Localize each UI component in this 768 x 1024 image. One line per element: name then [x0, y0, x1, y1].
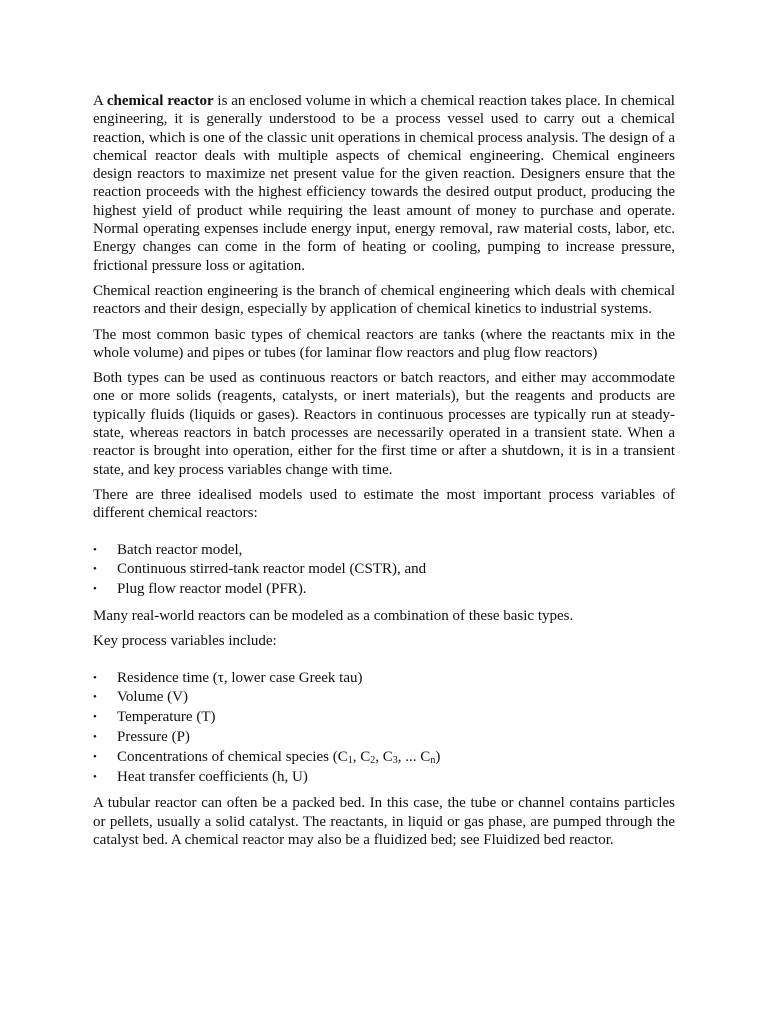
intro-lead: A — [93, 93, 107, 109]
list-item: • Volume (V) — [93, 688, 675, 708]
concentrations-text: Concentrations of chemical species ($C_1$, $C_2$, $C_3$, ... $C_n$) — [117, 748, 441, 766]
list-item: • Plug flow reactor model (PFR). — [93, 580, 675, 600]
models-intro-paragraph: There are three idealised models used to estimate the most important process variables of different chemical reactors: — [93, 486, 675, 522]
variables-intro-paragraph: Key process variables include: — [93, 633, 277, 650]
variables-list — [93, 669, 675, 788]
bullet-icon: • — [93, 711, 97, 724]
list-item: • Continuous stirred-tank reactor model (CSTR), and — [93, 560, 675, 580]
list-item: • Heat transfer coefficients (h, U) — [93, 768, 675, 788]
bullet-icon: • — [93, 671, 97, 684]
list-item: • Temperature (T) — [93, 708, 675, 728]
list-item: • Batch reactor model, — [93, 541, 675, 561]
bullet-icon: • — [93, 730, 97, 743]
intro-body: is an enclosed volume in which a chemical reaction takes place. In chemical engineering, it is generally understood to be a process vessel used to carry out a chemical reaction, which is one of the classic unit operations in chemical process analysis. The design of a chemical reactor deals with multiple aspects of chemical engineering. Chemical engineers design reactors to maximize net present value for the given reaction. Designers ensure that the reaction proceeds with the highest efficiency towards the desired output product, producing the highest yield of product while requiring the least amount of money to purchase and operate. Normal operating expenses include energy input, energy removal, raw material costs, labor, etc. Energy changes can come in the form of heating or cooling, pumping to increase pressure, frictional pressure loss or agitation. — [93, 93, 675, 274]
list-item — [93, 748, 675, 768]
intro-paragraph — [93, 92, 675, 275]
models-list — [93, 541, 675, 600]
bullet-icon: • — [93, 583, 97, 596]
engineering-paragraph: Chemical reaction engineering is the branch of chemical engineering which deals with chemical reactors and their design, especially by application of chemical kinetics to industrial systems. — [93, 282, 675, 318]
list-item: • Pressure (P) — [93, 728, 675, 748]
continuous-batch-paragraph: Both types can be used as continuous reactors or batch reactors, and either may accommodate one or more solids (reagents, catalysts, or inert materials), but the reagents and products are typically fluids (liquids or gases). Reactors in continuous processes are typically run at steady-state, whereas reactors in batch processes are necessarily operated in a transient state. When a reactor is brought into operation, either for the first time or after a shutdown, it is in a transient state, and key process variables change with time. — [93, 370, 675, 478]
bullet-icon: • — [93, 770, 97, 783]
bullet-icon: • — [93, 750, 97, 763]
defined-term: chemical reactor — [106, 93, 214, 109]
tubular-reactor-paragraph: A tubular reactor can often be a packed bed. In this case, the tube or channel contains particles or pellets, usually a solid catalyst. The reactants, in liquid or gas phase, are pumped through the catalyst bed. A chemical reactor may also be a fluidized bed; see Fluidized bed reactor. — [93, 795, 675, 848]
combination-paragraph: Many real-world reactors can be modeled as a combination of these basic types. — [93, 607, 574, 624]
bullet-icon: • — [93, 691, 97, 704]
document-page — [93, 92, 675, 849]
reactor-types-paragraph: The most common basic types of chemical reactors are tanks (where the reactants mix in the whole volume) and pipes or tubes (for laminar flow reactors and plug flow reactors) — [93, 326, 675, 361]
bullet-icon: • — [93, 563, 97, 576]
list-item: • Residence time (τ, lower case Greek tau) — [93, 669, 675, 689]
bullet-icon: • — [93, 543, 97, 556]
